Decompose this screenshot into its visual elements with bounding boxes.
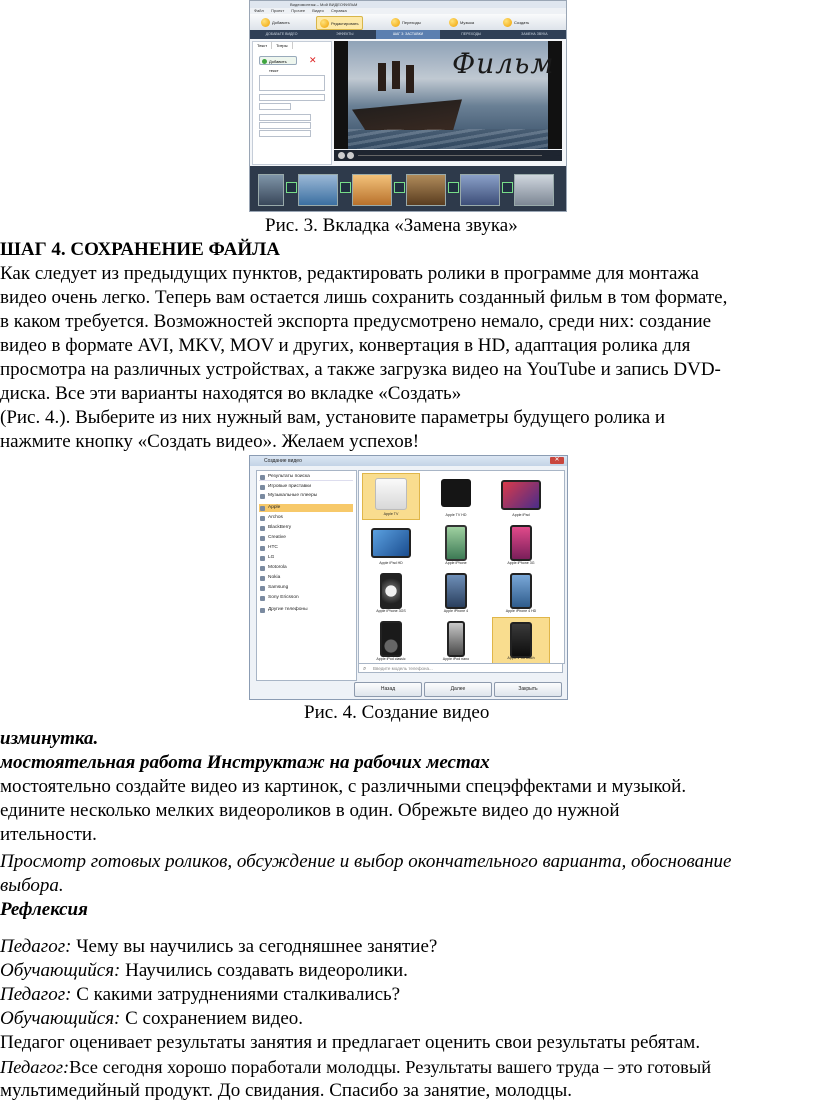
- speaker-label: Обучающийся:: [0, 960, 121, 981]
- ship-funnel: [406, 65, 414, 93]
- paragraph-line: в каком требуется. Возможностей экспорта предусмотрено немало, среди них: создание: [0, 311, 712, 332]
- device-apple-ipad-hd[interactable]: [362, 521, 420, 568]
- device-label: Apple iPad: [512, 513, 530, 517]
- closing-line: [0, 1055, 711, 1079]
- storyboard-clip[interactable]: [258, 174, 284, 206]
- speech: Научились создавать видеоролики.: [120, 960, 408, 981]
- step-tab-sound[interactable]: ЗАМЕНА ЗВУКА: [521, 32, 548, 36]
- toolbar-edit-button[interactable]: [316, 16, 363, 30]
- menu-item-file[interactable]: Файл: [254, 8, 264, 13]
- editor-left-panel: [252, 41, 332, 165]
- category-item-music-players[interactable]: Музыкальные плееры: [259, 492, 353, 500]
- category-item-apple[interactable]: Apple: [259, 504, 353, 512]
- ship-funnel: [378, 63, 386, 91]
- category-item-motorola[interactable]: Motorola: [259, 564, 353, 572]
- category-item-sony-ericsson[interactable]: Sony Ericsson: [259, 594, 353, 602]
- dialog-line: [0, 935, 437, 959]
- device-apple-iphone-4[interactable]: [427, 569, 485, 616]
- menu-item-other[interactable]: Прочее: [291, 8, 306, 13]
- review-line: выбора.: [0, 875, 64, 896]
- category-item-archos[interactable]: Archos: [259, 514, 353, 522]
- device-apple-iphone-3g[interactable]: [492, 521, 550, 568]
- speech: С какими затруднениями сталкивались?: [71, 984, 401, 1005]
- storyboard-clip[interactable]: [298, 174, 338, 206]
- transition-icon[interactable]: [448, 182, 459, 193]
- speech: С сохранением видео.: [120, 1008, 304, 1029]
- speaker-label: Педагог:: [0, 1057, 70, 1077]
- add-text-button[interactable]: Добавить текст: [259, 56, 297, 65]
- menu-item-video[interactable]: Видео: [312, 8, 324, 13]
- step-tab-transitions[interactable]: ПЕРЕХОДЫ: [461, 32, 482, 36]
- delete-icon[interactable]: ✕: [309, 55, 317, 65]
- transition-icon[interactable]: [340, 182, 351, 193]
- device-label: Apple TV: [383, 512, 399, 516]
- editor-toolbar: [250, 14, 566, 31]
- seek-bar[interactable]: [358, 155, 542, 156]
- review-line: Просмотр готовых роликов, обсуждение и выбор окончательного варианта, обоснование: [0, 851, 732, 872]
- iphone-4-icon: [445, 573, 467, 609]
- paragraph-line: Как следует из предыдущих пунктов, редактировать ролики в программе для монтажа: [0, 263, 699, 284]
- category-item-search-results[interactable]: Результаты поиска: [259, 473, 353, 481]
- edit-icon: [320, 19, 329, 28]
- closing-line-2: мультимедийный продукт. До свидания. Спасибо за занятие, молодцы.: [0, 1080, 573, 1101]
- device-apple-ipod-nano[interactable]: [427, 617, 485, 664]
- ipod-touch-icon: [510, 622, 532, 658]
- category-item-lg[interactable]: LG: [259, 554, 353, 562]
- device-label: Apple iPhone: [445, 561, 467, 565]
- transition-icon[interactable]: [286, 182, 297, 193]
- task-line: единитe несколько мелких видеороликов в один. Обрежьте видео до нужной: [0, 800, 620, 821]
- toolbar-create-label: Создать: [514, 19, 530, 25]
- category-item-other-phones[interactable]: Другие телефоны: [259, 606, 353, 614]
- outline-option[interactable]: [259, 130, 311, 137]
- close-icon[interactable]: ✕: [550, 457, 564, 464]
- paragraph-line: (Рис. 4.). Выберите из них нужный вам, установите параметры будущего ролика и: [0, 407, 666, 428]
- fizminutka-heading: изминутка.: [0, 728, 99, 749]
- device-label: Apple iPhone 4: [443, 609, 469, 613]
- ipod-nano-icon: [447, 621, 465, 657]
- ipad-hd-icon: [371, 528, 411, 558]
- speaker-label: Педагог:: [0, 936, 72, 957]
- device-apple-tv[interactable]: [362, 473, 420, 520]
- ipod-classic-icon: [380, 621, 402, 657]
- menu-item-help[interactable]: Справка: [331, 8, 347, 13]
- dialog-title: Создание видео: [250, 456, 567, 466]
- toolbar-music-button[interactable]: [446, 16, 477, 28]
- figure-3-caption: Рис. 3. Вкладка «Замена звука»: [265, 215, 518, 236]
- font-select[interactable]: [259, 94, 325, 101]
- ipad-icon: [501, 480, 541, 510]
- device-label: Apple iPad HD: [379, 561, 403, 565]
- device-label: Apple iPod touch: [507, 656, 535, 660]
- category-item-samsung[interactable]: Samsung: [259, 584, 353, 592]
- device-apple-iphone-3gs[interactable]: [362, 569, 420, 616]
- section-heading: ШАГ 4. СОХРАНЕНИЕ ФАЙЛА: [0, 239, 280, 260]
- paragraph-line: нажмите кнопку «Создать видео». Желаем успехов!: [0, 431, 420, 452]
- device-apple-ipod-touch[interactable]: [492, 617, 550, 664]
- text-input[interactable]: [259, 75, 325, 91]
- toolbar-add-label: Добавить: [272, 19, 290, 25]
- device-search-input[interactable]: ⌕ Введите модель телефона...: [358, 663, 563, 673]
- transition-icon[interactable]: [502, 182, 513, 193]
- music-icon: [449, 18, 458, 27]
- device-label: Apple iPhone 3G: [507, 561, 535, 565]
- video-preview: [334, 41, 562, 149]
- speaker-label: Педагог:: [0, 984, 72, 1005]
- device-apple-tv-hd[interactable]: [427, 473, 485, 520]
- transition-icon[interactable]: [394, 182, 405, 193]
- next-button[interactable]: Далее: [424, 682, 492, 697]
- task-line: мостоятельно создайте видео из картинок, с различными спецэффектами и музыкой.: [0, 776, 687, 797]
- tab-titles[interactable]: Титры: [272, 42, 292, 49]
- figure-4-create-video-dialog: [249, 455, 568, 700]
- independent-work-heading: мостоятельная работа Инструктаж на рабочих местах: [0, 752, 490, 773]
- toolbar-edit-label: Редактировать: [331, 20, 359, 26]
- category-item-htc[interactable]: HTC: [259, 544, 353, 552]
- teacher-assessment-line: Педагог оценивает результаты занятия и предлагает оценить свои результаты ребятам.: [0, 1032, 701, 1053]
- paragraph-line: видео очень легко. Теперь вам остается лишь сохранить созданный фильм в том формате,: [0, 287, 728, 308]
- stop-icon[interactable]: [347, 152, 354, 159]
- category-item-blackberry[interactable]: BlackBerry: [259, 524, 353, 532]
- toolbar-add-button[interactable]: [258, 16, 293, 28]
- category-item-creative[interactable]: Creative: [259, 534, 353, 542]
- color-select[interactable]: [259, 103, 291, 110]
- close-button[interactable]: Закрыть: [494, 682, 562, 697]
- storyboard-clip[interactable]: [352, 174, 392, 206]
- device-apple-ipad[interactable]: [492, 473, 550, 520]
- create-icon: [503, 18, 512, 27]
- transitions-icon: [391, 18, 400, 27]
- device-apple-iphone[interactable]: [427, 521, 485, 568]
- device-label: Apple iPod classic: [376, 657, 406, 661]
- editor-window-title: Видеомонтаж – Мой ВИДЕОФИЛЬМ: [250, 1, 566, 8]
- figure-3-editor-screenshot: [249, 0, 567, 212]
- dialog-line: [0, 959, 408, 983]
- toolbar-music-label: Музыка: [460, 19, 475, 25]
- tab-text[interactable]: Текст: [253, 42, 272, 49]
- toolbar-transitions-label: Переходы: [402, 19, 421, 25]
- iphone-3g-icon: [510, 525, 532, 561]
- player-controls: [334, 150, 562, 161]
- step-tab-titles[interactable]: ШАГ 3: ЗАСТАВКИ: [376, 30, 439, 39]
- reflection-heading: Рефлексия: [0, 899, 88, 920]
- device-label: Apple iPhone 3GS: [376, 609, 406, 613]
- step-tab-effects[interactable]: ЭФФЕКТЫ: [336, 32, 354, 36]
- shadow-option[interactable]: [259, 122, 311, 129]
- back-button[interactable]: Назад: [354, 682, 422, 697]
- step-tab-add-video[interactable]: ДОБАВЬТЕ ВИДЕО: [265, 32, 298, 36]
- speech: Чему вы научились за сегодняшнее занятие?: [71, 936, 438, 957]
- video-overlay-title: Фильм: [452, 47, 555, 80]
- device-category-list: [256, 470, 357, 681]
- water: [348, 129, 548, 149]
- category-item-nokia[interactable]: Nokia: [259, 574, 353, 582]
- task-line: ительности.: [0, 824, 97, 845]
- apple-tv-hd-icon: [441, 479, 471, 507]
- device-grid: [358, 470, 565, 664]
- storyboard-clip[interactable]: [406, 174, 446, 206]
- speaker-label: Обучающийся:: [0, 1008, 121, 1029]
- toolbar-create-button[interactable]: [500, 16, 532, 28]
- left-panel-tabs: [253, 42, 331, 49]
- dialog-line: [0, 983, 400, 1007]
- apple-tv-icon: [375, 478, 407, 510]
- category-item-game-consoles[interactable]: Игровые приставки: [259, 483, 353, 491]
- iphone-4-hd-icon: [510, 573, 532, 609]
- ship-funnel: [392, 61, 400, 89]
- dialog-line: [0, 1007, 303, 1031]
- editor-step-tabs: [250, 30, 566, 39]
- ship-image: [352, 96, 462, 130]
- storyboard-strip: [250, 166, 566, 212]
- iphone-3gs-icon: [380, 573, 402, 609]
- paragraph-line: просмотра на различных устройствах, а также загрузка видео на YouTube и запись DVD-: [0, 359, 721, 380]
- storyboard-clip[interactable]: [460, 174, 500, 206]
- figure-4-caption: Рис. 4. Создание видео: [304, 702, 490, 723]
- closing-speech: Все сегодня хорошо поработали молодцы. Результаты вашего труда – это готовый: [69, 1057, 712, 1077]
- toolbar-transitions-button[interactable]: [388, 16, 424, 28]
- device-apple-iphone-4-hd[interactable]: [492, 569, 550, 616]
- style-option[interactable]: [259, 114, 311, 121]
- iphone-icon: [445, 525, 467, 561]
- storyboard-clip[interactable]: [514, 174, 554, 206]
- device-label: Apple iPod nano: [442, 657, 470, 661]
- paragraph-line: диска. Все эти варианты находятся во вкладке «Создать»: [0, 383, 462, 404]
- device-apple-ipod-classic[interactable]: [362, 617, 420, 664]
- menu-item-project[interactable]: Проект: [270, 8, 285, 13]
- add-icon: [261, 18, 270, 27]
- play-icon[interactable]: [338, 152, 345, 159]
- paragraph-line: видео в формате AVI, MKV, MOV и других, конвертация в HD, адаптация ролика для: [0, 335, 691, 356]
- device-label: Apple iPhone 4 HD: [505, 609, 537, 613]
- device-label: Apple TV HD: [445, 513, 467, 517]
